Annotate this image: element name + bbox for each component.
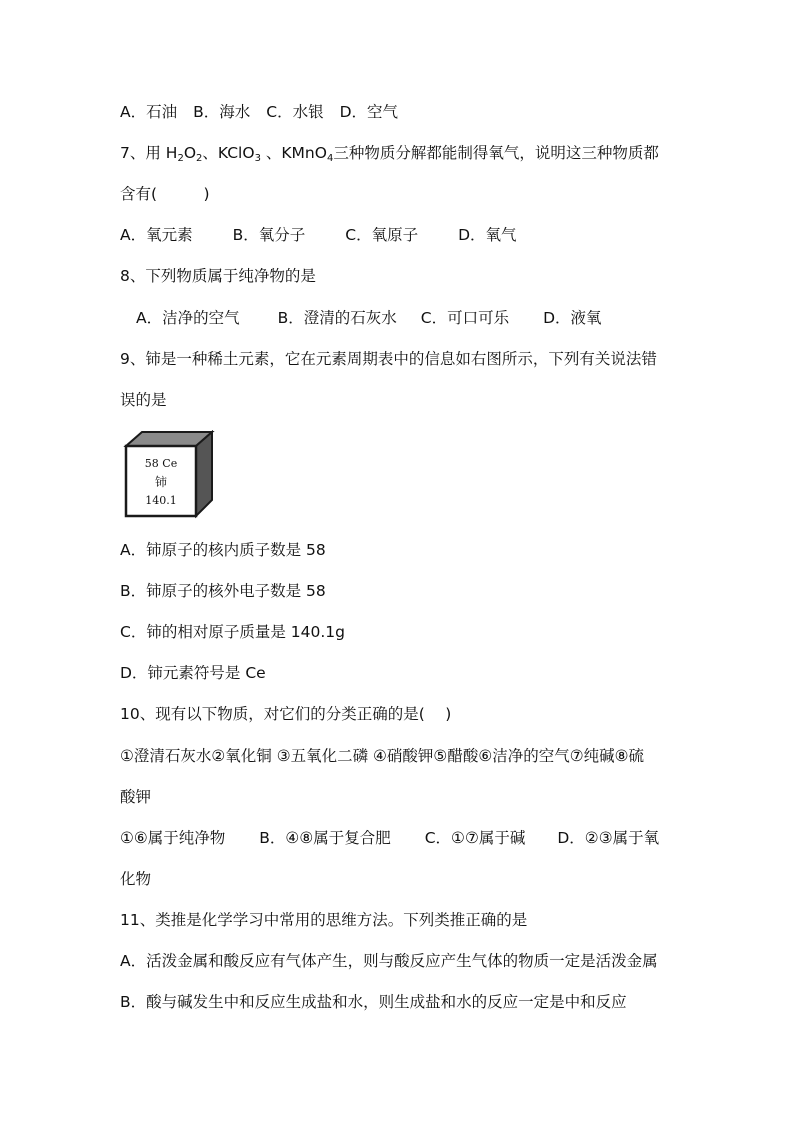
question-7-stem: 7、用 $H_2O_2$、KClO$_3$ 、KMnO$_4$三种物质分解都能制得氧气，说明这三种物质都: [120, 144, 659, 164]
q8-options: [136, 308, 602, 328]
question-8-stem: 8、下列物质属于纯净物的是: [120, 267, 316, 285]
q9-option-d: D．铈元素符号是 Ce: [120, 664, 266, 682]
option: C．可口可乐: [420, 309, 510, 327]
question-10-stem: 10、现有以下物质，对它们的分类正确的是( ): [120, 705, 452, 723]
option: A．洁净的空气: [136, 309, 240, 327]
q9-option-a: A．铈原子的核内质子数是 58: [120, 541, 326, 559]
q10-options: [120, 828, 659, 848]
option: A．氧元素: [120, 226, 193, 244]
option: B．氧分子: [232, 226, 306, 244]
tile-name: 铈: [154, 475, 168, 489]
q11-option-b: B．酸与碱发生中和反应生成盐和水，则生成盐和水的反应一定是中和反应: [120, 993, 627, 1011]
q9-option-b: B．铈原子的核外电子数是 58: [120, 582, 326, 600]
option: B．海水: [193, 103, 251, 121]
option: D．②③属于氧: [557, 829, 660, 847]
q6-options: [120, 102, 398, 122]
tile-number-symbol: 58 Ce: [144, 457, 178, 470]
option: C．①⑦属于碱: [424, 829, 526, 847]
question-10-list-cont: 酸钾: [120, 788, 152, 806]
question-9-stem-cont: 误的是: [120, 391, 167, 409]
option: B．澄清的石灰水: [277, 309, 397, 327]
option: A．石油: [120, 103, 178, 121]
option: D．氧气: [458, 226, 517, 244]
tile-mass: 140.1: [145, 494, 177, 507]
option: C．水银: [266, 103, 324, 121]
question-7-stem-cont: 含有( ): [120, 185, 210, 203]
cerium-element-tile: [120, 430, 216, 522]
question-10-list: ①澄清石灰水②氧化铜 ③五氧化二磷 ④硝酸钾⑤醋酸⑥洁净的空气⑦纯碱⑧硫: [120, 747, 645, 765]
q10-options-cont: 化物: [120, 870, 152, 888]
q11-option-a: A．活泼金属和酸反应有气体产生，则与酸反应产生气体的物质一定是活泼金属: [120, 952, 658, 970]
option: D．液氧: [543, 309, 602, 327]
q7-options: [120, 225, 517, 245]
question-11-stem: 11、类推是化学学习中常用的思维方法。下列类推正确的是: [120, 911, 528, 929]
option: B．④⑧属于复合肥: [259, 829, 391, 847]
question-9-stem: 9、铈是一种稀土元素，它在元素周期表中的信息如右图所示，下列有关说法错: [120, 350, 657, 368]
option: C．氧原子: [345, 226, 419, 244]
option: D．空气: [339, 103, 399, 121]
option: ①⑥属于纯净物: [120, 829, 226, 847]
q9-option-c: C．铈的相对原子质量是 140.1g: [120, 623, 345, 641]
